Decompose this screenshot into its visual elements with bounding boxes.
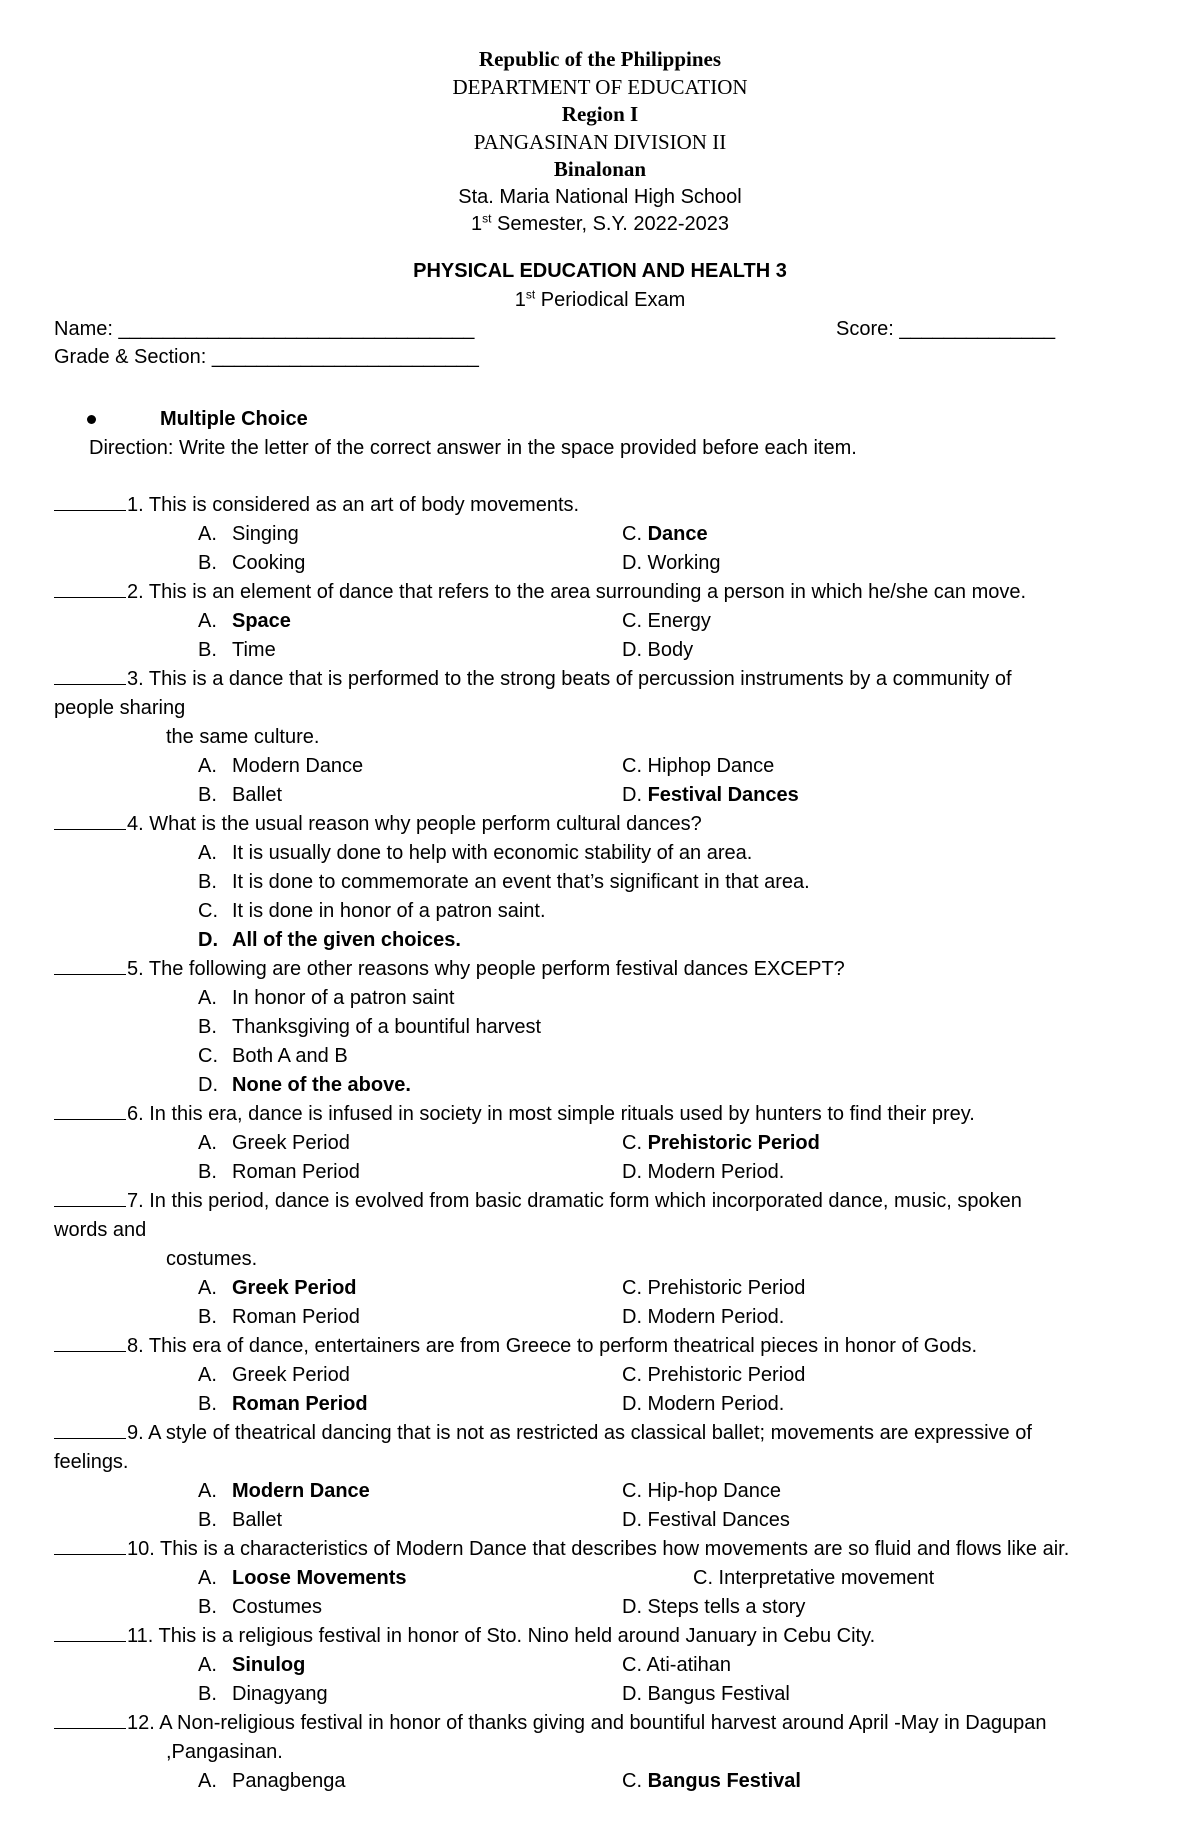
option-b: B. Roman Period — [198, 1305, 360, 1328]
option-d: D. All of the given choices. — [198, 928, 461, 951]
option-b: B. It is done to commemorate an event that’s significant in that area. — [198, 870, 810, 893]
option-b: B. Costumes — [198, 1595, 323, 1618]
question-4: 4. What is the usual reason why people perform cultural dances? — [0, 810, 1200, 839]
option-a: A. Greek Period — [198, 1276, 357, 1299]
grade-section-field[interactable]: Grade & Section: ________________________ — [54, 345, 479, 368]
options-row — [0, 607, 1200, 636]
options-row — [0, 520, 1200, 549]
option-d: D. Festival Dances — [622, 783, 799, 806]
option-d: D. Working — [622, 551, 721, 574]
option-c: C. Bangus Festival — [622, 1769, 801, 1792]
answer-blank[interactable] — [54, 1332, 126, 1352]
option-c: C. Prehistoric Period — [622, 1276, 806, 1299]
semester-line: 1st Semester, S.Y. 2022-2023 — [470, 211, 730, 235]
option-c: C. Hiphop Dance — [622, 754, 775, 777]
answer-blank[interactable] — [54, 1419, 126, 1439]
options-row — [0, 549, 1200, 578]
republic-line: Republic of the Philippines — [478, 47, 722, 71]
answer-blank[interactable] — [54, 1709, 126, 1729]
question-list — [0, 491, 1200, 1796]
school-header — [0, 46, 1200, 239]
option-a: A. Loose Movements — [198, 1566, 407, 1589]
question-9-wrap: feelings. — [54, 1450, 129, 1473]
score-field[interactable]: Score: ______________ — [836, 317, 1056, 340]
answer-blank[interactable] — [54, 1187, 126, 1207]
option-c: C. Prehistoric Period — [622, 1363, 806, 1386]
question-6: 6. In this era, dance is infused in society in most simple rituals used by hunters to find their prey. — [0, 1100, 1200, 1129]
option-d: D. Modern Period. — [622, 1305, 785, 1328]
answer-blank[interactable] — [54, 1535, 126, 1555]
options-row — [0, 1158, 1200, 1187]
option-b: B. Ballet — [198, 783, 283, 806]
name-score-row — [0, 315, 1200, 343]
option-a: A. Singing — [198, 522, 299, 545]
section-title: Multiple Choice — [160, 407, 308, 430]
options-row — [0, 1477, 1200, 1506]
options-row — [0, 1680, 1200, 1709]
option-c: C. Energy — [622, 609, 711, 632]
option-a: A. Sinulog — [198, 1653, 306, 1676]
question-1: 1. This is considered as an art of body movements. — [0, 491, 1200, 520]
option-b: B. Thanksgiving of a bountiful harvest — [198, 1015, 542, 1038]
option-c: C. Dance — [622, 522, 708, 545]
option-b: B. Cooking — [198, 551, 306, 574]
options-row — [0, 1767, 1200, 1796]
subject-title: PHYSICAL EDUCATION AND HEALTH 3 — [413, 259, 787, 282]
option-c: C. Ati-atihan — [622, 1653, 731, 1676]
region-line: Region I — [561, 102, 639, 126]
question-7-cont: costumes. — [166, 1247, 258, 1270]
options-row — [0, 752, 1200, 781]
option-d: D. Body — [622, 638, 694, 661]
option-c: C. Hip-hop Dance — [622, 1479, 781, 1502]
options-row — [0, 1303, 1200, 1332]
option-b: B. Roman Period — [198, 1160, 360, 1183]
option-c: C. Both A and B — [198, 1044, 348, 1067]
option-d: D. Modern Period. — [622, 1392, 785, 1415]
direction-text: Direction: Write the letter of the correct answer in the space provided before each item. — [89, 436, 857, 459]
option-b: B. Ballet — [198, 1508, 283, 1531]
option-a: A. Greek Period — [198, 1131, 350, 1154]
options-row — [0, 1506, 1200, 1535]
options-row — [0, 1361, 1200, 1390]
options-row — [0, 1129, 1200, 1158]
options-row — [0, 1274, 1200, 1303]
grade-row — [0, 343, 1200, 371]
question-5: 5. The following are other reasons why people perform festival dances EXCEPT? — [0, 955, 1200, 984]
question-12: 12. A Non-religious festival in honor of thanks giving and bountiful harvest around April -May in Dagupan — [0, 1709, 1200, 1738]
answer-blank[interactable] — [54, 810, 126, 830]
options-row — [0, 636, 1200, 665]
option-c: C. It is done in honor of a patron saint. — [198, 899, 546, 922]
option-a: A. It is usually done to help with economic stability of an area. — [198, 841, 753, 864]
option-b: B. Roman Period — [198, 1392, 368, 1415]
multiple-choice-section — [0, 405, 1200, 463]
answer-blank[interactable] — [54, 1100, 126, 1120]
question-2: 2. This is an element of dance that refers to the area surrounding a person in which he/she can move. — [0, 578, 1200, 607]
options-row — [0, 781, 1200, 810]
answer-blank[interactable] — [54, 955, 126, 975]
answer-blank[interactable] — [54, 1622, 126, 1642]
option-b: B. Time — [198, 638, 276, 661]
question-9: 9. A style of theatrical dancing that is not as restricted as classical ballet; movements are expressive of — [0, 1419, 1200, 1448]
department-line: DEPARTMENT OF EDUCATION — [452, 74, 748, 99]
school-name: Sta. Maria National High School — [458, 185, 742, 208]
municipality-line: Binalonan — [553, 157, 647, 181]
option-d: D. Steps tells a story — [622, 1595, 806, 1618]
question-3: 3. This is a dance that is performed to the strong beats of percussion instruments by a community of — [0, 665, 1200, 694]
options-row — [0, 1651, 1200, 1680]
option-d: D. Festival Dances — [622, 1508, 790, 1531]
option-d: D. None of the above. — [198, 1073, 411, 1096]
question-8: 8. This era of dance, entertainers are from Greece to perform theatrical pieces in honor of Gods. — [0, 1332, 1200, 1361]
option-d: D. Bangus Festival — [622, 1682, 790, 1705]
question-7-wrap: words and — [54, 1218, 147, 1241]
option-a: A. Space — [198, 609, 291, 632]
bullet-icon — [87, 415, 96, 424]
question-3-wrap: people sharing — [54, 696, 186, 719]
answer-blank[interactable] — [54, 491, 126, 511]
option-d: D. Modern Period. — [622, 1160, 785, 1183]
option-a: A. Panagbenga — [198, 1769, 346, 1792]
question-11: 11. This is a religious festival in honor of Sto. Nino held around January in Cebu City. — [0, 1622, 1200, 1651]
option-a: A. Greek Period — [198, 1363, 350, 1386]
exam-title — [0, 257, 1200, 315]
option-c: C. Prehistoric Period — [622, 1131, 820, 1154]
options-row — [0, 1564, 1200, 1593]
exam-period: 1st Periodical Exam — [514, 286, 686, 311]
question-7: 7. In this period, dance is evolved from basic dramatic form which incorporated dance, music, spoken — [0, 1187, 1200, 1216]
question-3-cont: the same culture. — [166, 725, 320, 748]
question-10: 10. This is a characteristics of Modern Dance that describes how movements are so fluid and flows like air. — [0, 1535, 1200, 1564]
option-b: B. Dinagyang — [198, 1682, 328, 1705]
answer-blank[interactable] — [54, 578, 126, 598]
option-a: A. In honor of a patron saint — [198, 986, 455, 1009]
options-row — [0, 1593, 1200, 1622]
name-field[interactable]: Name: ________________________________ — [54, 317, 475, 340]
question-12-wrap: ,Pangasinan. — [166, 1740, 283, 1763]
option-c: C. Interpretative movement — [693, 1566, 935, 1589]
division-line: PANGASINAN DIVISION II — [473, 129, 727, 154]
options-row — [0, 1390, 1200, 1419]
option-a: A. Modern Dance — [198, 1479, 370, 1502]
answer-blank[interactable] — [54, 665, 126, 685]
option-a: A. Modern Dance — [198, 754, 364, 777]
